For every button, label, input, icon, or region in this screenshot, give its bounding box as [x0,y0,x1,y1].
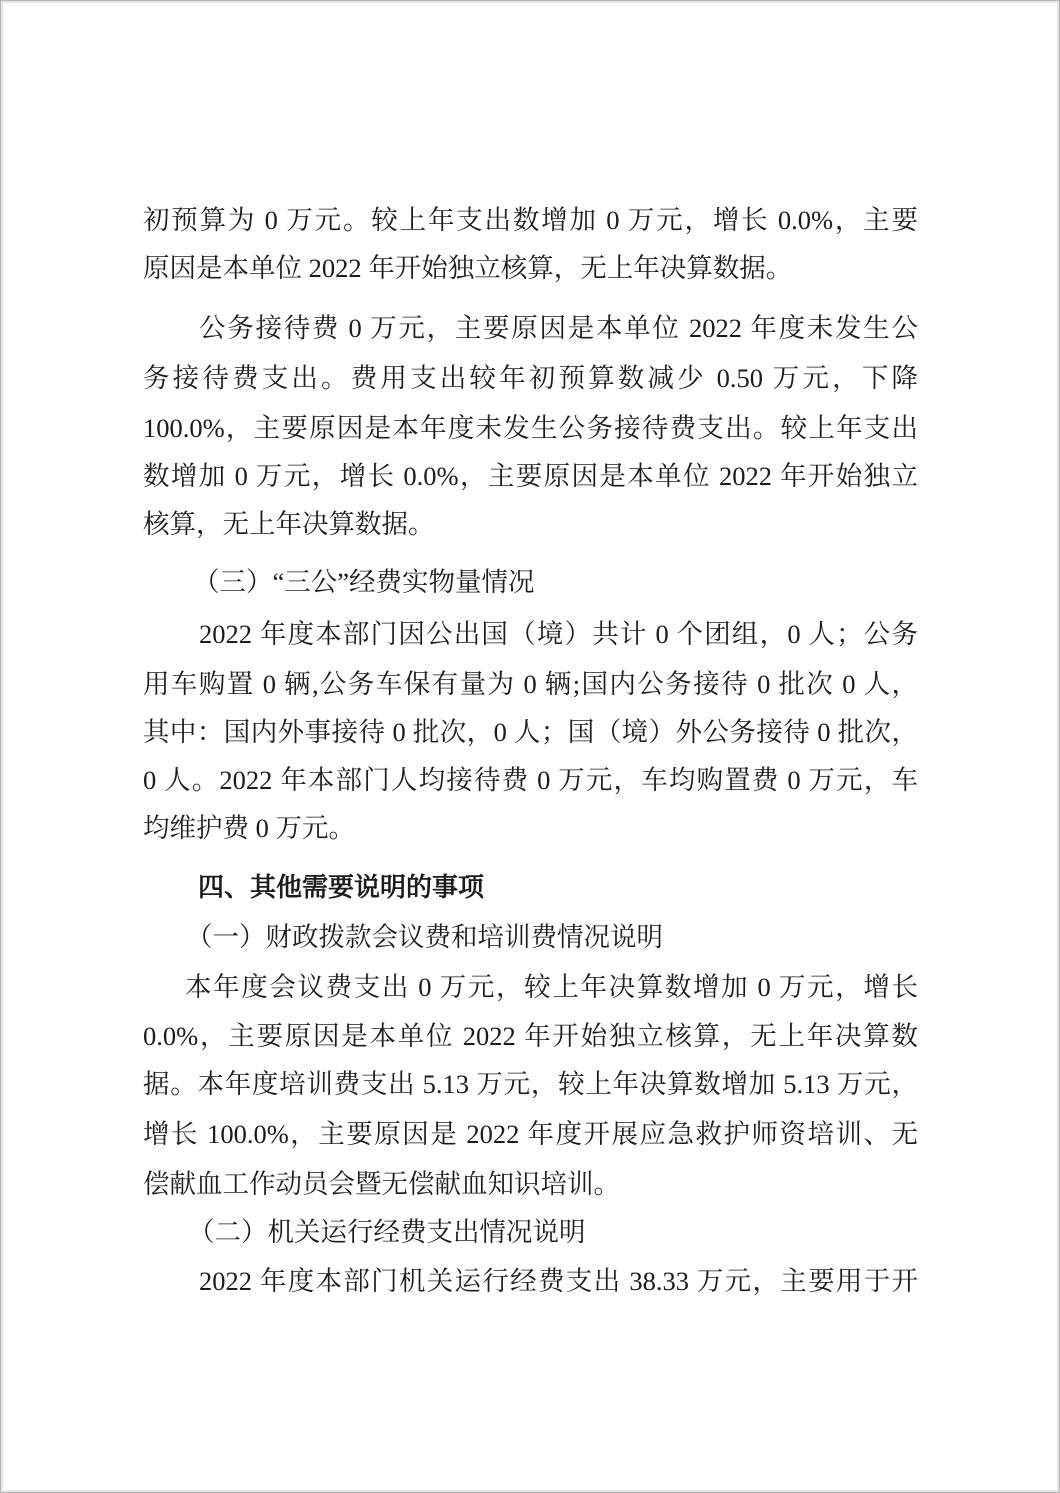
paragraph-line: 本年度会议费支出 0 万元，较上年决算数增加 0 万元，增长 [185,972,918,1002]
paragraph-line: 用车购置 0 辆,公务车保有量为 0 辆;国内公务接待 0 批次 0 人， [143,669,918,699]
paragraph-line: 偿献血工作动员会暨无偿献血知识培训。 [143,1169,620,1199]
section-heading: （三）“三公”经费实物量情况 [193,567,535,597]
paragraph-line: 增长 100.0%，主要原因是 2022 年度开展应急救护师资培训、无 [143,1119,918,1149]
paragraph-line: 务接待费支出。费用支出较年初预算数减少 0.50 万元，下降 [143,363,918,393]
paragraph-line: 0.0%，主要原因是本单位 2022 年开始独立核算，无上年决算数 [143,1021,918,1051]
paragraph-line: 公务接待费 0 万元，主要原因是本单位 2022 年度未发生公 [199,313,918,343]
paragraph-line: 原因是本单位 2022 年开始独立核算，无上年决算数据。 [143,253,793,283]
chapter-heading: 四、其他需要说明的事项 [198,873,485,903]
paragraph-line: 初预算为 0 万元。较上年支出数增加 0 万元，增长 0.0%，主要 [143,205,918,235]
section-heading: （二）机关运行经费支出情况说明 [188,1217,586,1247]
paragraph-line: 数增加 0 万元，增长 0.0%，主要原因是本单位 2022 年开始独立 [143,461,918,491]
paragraph-line: 均维护费 0 万元。 [143,813,355,843]
paragraph-line: 核算，无上年决算数据。 [143,509,435,539]
paragraph-line: 2022 年度本部门因公出国（境）共计 0 个团组，0 人；公务 [199,619,918,649]
paragraph-line: 其中：国内外事接待 0 批次，0 人；国（境）外公务接待 0 批次， [143,717,918,747]
paragraph-line: 据。本年度培训费支出 5.13 万元，较上年决算数增加 5.13 万元， [143,1069,918,1099]
paragraph-line: 0 人。2022 年本部门人均接待费 0 万元，车均购置费 0 万元，车 [143,765,918,795]
paragraph-line: 100.0%，主要原因是本年度未发生公务接待费支出。较上年支出 [143,413,918,443]
section-heading: （一）财政拨款会议费和培训费情况说明 [186,922,663,952]
paragraph-line: 2022 年度本部门机关运行经费支出 38.33 万元，主要用于开 [199,1266,918,1296]
